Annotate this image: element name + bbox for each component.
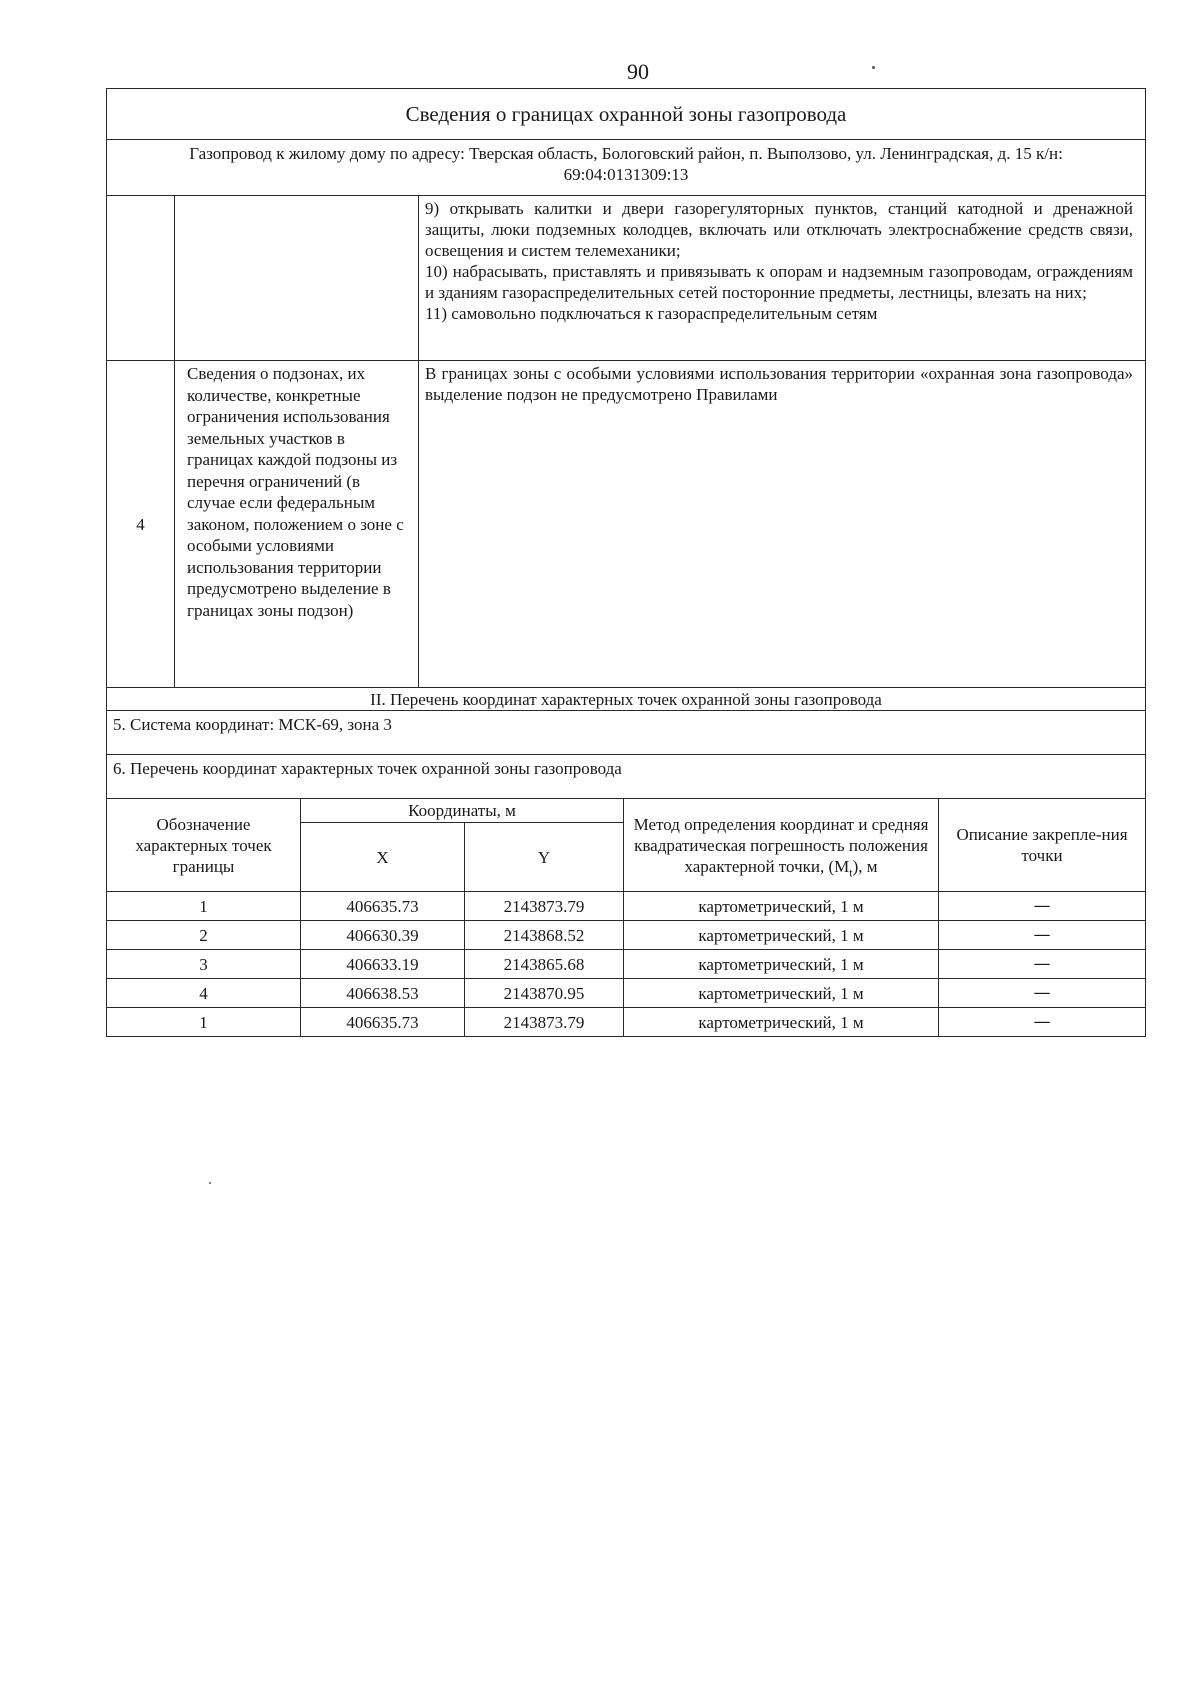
coord-x: 406635.73 xyxy=(301,1008,465,1037)
coordinates-header-row-1 xyxy=(107,799,1146,823)
table-row xyxy=(107,1008,1146,1037)
coord-y: 2143865.68 xyxy=(465,950,624,979)
method: картометрический, 1 м xyxy=(624,892,939,921)
header-point: Обозначение характерных точек границы xyxy=(107,799,301,892)
description: — xyxy=(939,950,1146,979)
document-sheet xyxy=(106,88,1145,1037)
method: картометрический, 1 м xyxy=(624,979,939,1008)
zone-info-table xyxy=(106,88,1146,799)
restrictions-list xyxy=(419,196,1146,361)
coord-y: 2143873.79 xyxy=(465,1008,624,1037)
coord-list-title-row xyxy=(107,755,1146,799)
header-description: Описание закрепле-ния точки xyxy=(939,799,1146,892)
point-id: 2 xyxy=(107,921,301,950)
table-row xyxy=(107,979,1146,1008)
method: картометрический, 1 м xyxy=(624,950,939,979)
header-method xyxy=(624,799,939,892)
description: — xyxy=(939,979,1146,1008)
method: картометрический, 1 м xyxy=(624,1008,939,1037)
coord-y: 2143868.52 xyxy=(465,921,624,950)
table-row xyxy=(107,950,1146,979)
document-title: Сведения о границах охранной зоны газопровода xyxy=(107,89,1146,140)
method: картометрический, 1 м xyxy=(624,921,939,950)
coordinates-table xyxy=(106,798,1146,1037)
point-id: 1 xyxy=(107,1008,301,1037)
restriction-11: 11) самовольно подключаться к газораспределительным сетям xyxy=(425,304,878,323)
description: — xyxy=(939,921,1146,950)
coord-system: 5. Система координат: МСК-69, зона 3 xyxy=(107,711,1146,755)
header-method-unit: ), м xyxy=(852,856,878,876)
description: — xyxy=(939,892,1146,921)
header-coordinates: Координаты, м xyxy=(301,799,624,823)
description: — xyxy=(939,1008,1146,1037)
scan-speck xyxy=(209,1182,211,1184)
restrictions-row xyxy=(107,196,1146,361)
row-label-empty xyxy=(175,196,419,361)
restriction-10: 10) набрасывать, приставлять и привязывать к опорам и надземным газопроводам, ограждениям и зданиям газораспределительных сетей посторонние предметы, лестницы, влезать на них; xyxy=(425,262,1134,302)
point-id: 3 xyxy=(107,950,301,979)
subtitle-row xyxy=(107,140,1146,196)
table-row xyxy=(107,921,1146,950)
coord-y: 2143870.95 xyxy=(465,979,624,1008)
coord-x: 406635.73 xyxy=(301,892,465,921)
scan-speck xyxy=(872,66,875,69)
header-method-text: Метод определения координат и средняя квадратическая погрешность положения характерной точки, (M xyxy=(633,814,929,876)
coord-x: 406638.53 xyxy=(301,979,465,1008)
coord-system-row xyxy=(107,711,1146,755)
subzones-value: В границах зоны с особыми условиями использования территории «охранная зона газопровода» выделение подзон не предусмотрено Правилами xyxy=(419,361,1146,688)
coord-x: 406633.19 xyxy=(301,950,465,979)
section-2-row xyxy=(107,688,1146,711)
row-number-empty xyxy=(107,196,175,361)
subzones-label: Сведения о подзонах, их количестве, конкретные ограничения использования земельных участков в границах каждой подзоны из перечня ограничений (в случае если федеральным законом, положением о зоне с особыми условиями использования территории предусмотрено выделение в границах зоны подзон) xyxy=(175,361,419,688)
point-id: 1 xyxy=(107,892,301,921)
coord-list-title: 6. Перечень координат характерных точек охранной зоны газопровода xyxy=(107,755,1146,799)
subzones-row xyxy=(107,361,1146,688)
coord-x: 406630.39 xyxy=(301,921,465,950)
title-row xyxy=(107,89,1146,140)
header-x: X xyxy=(301,823,465,892)
row-number: 4 xyxy=(107,361,175,688)
section-2-title: II. Перечень координат характерных точек охранной зоны газопровода xyxy=(107,688,1146,711)
header-method-subscript: t xyxy=(849,864,853,879)
point-id: 4 xyxy=(107,979,301,1008)
object-address: Газопровод к жилому дому по адресу: Тверская область, Бологовский район, п. Выползово, ул. Ленинградская, д. 15 к/н: 69:04:0131309:13 xyxy=(107,140,1146,196)
coord-y: 2143873.79 xyxy=(465,892,624,921)
table-row xyxy=(107,892,1146,921)
restriction-9: 9) открывать калитки и двери газорегуляторных пунктов, станций катодной и дренажной защиты, люки подземных колодцев, включать или отключать электроснабжение средств связи, освещения и систем телемеханики; xyxy=(425,199,1134,260)
header-y: Y xyxy=(465,823,624,892)
page-number: 90 xyxy=(627,59,649,84)
